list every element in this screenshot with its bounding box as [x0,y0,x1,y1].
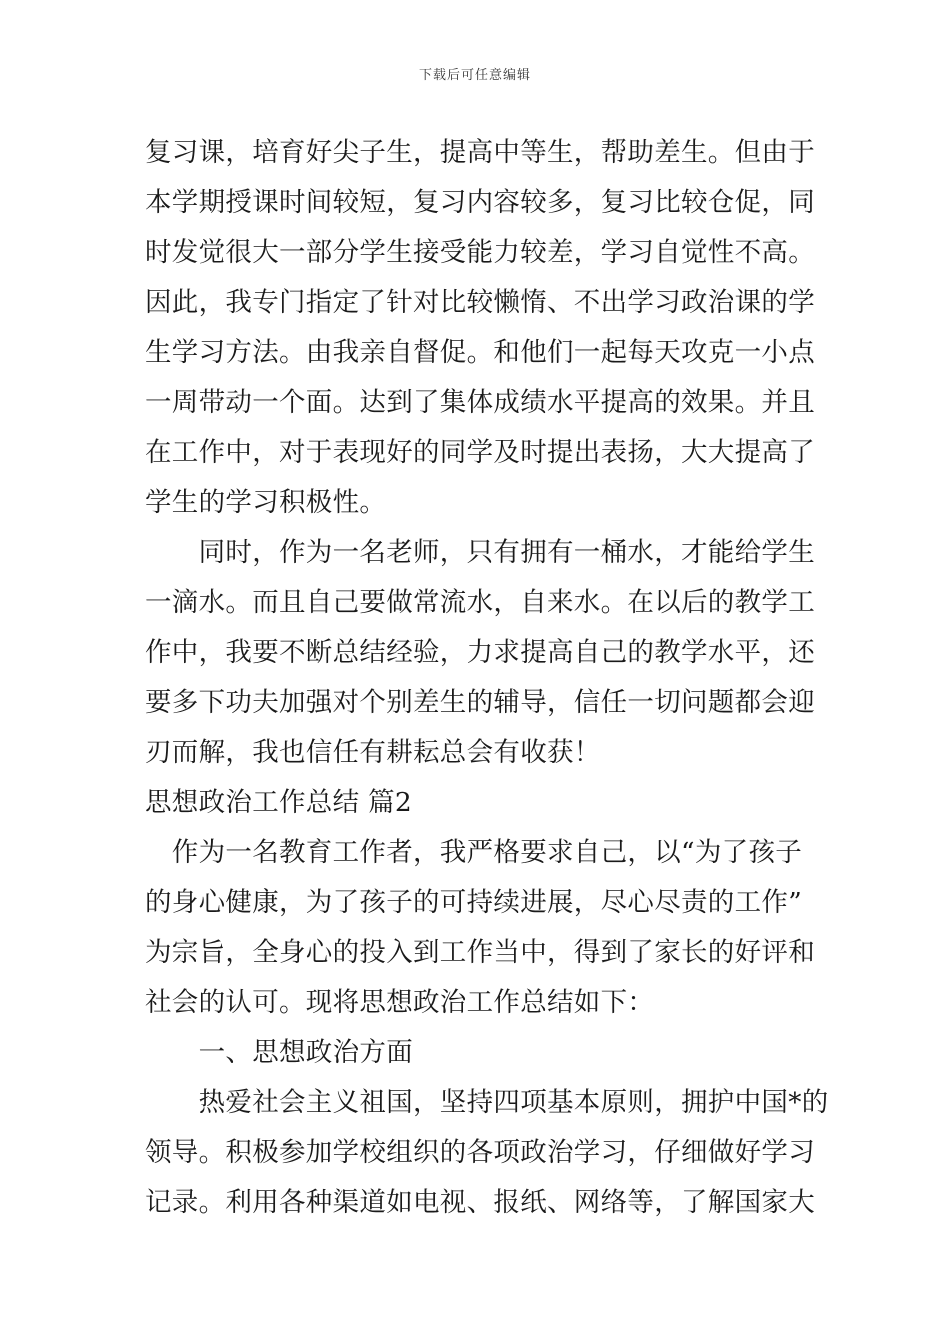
text-line: 的身心健康，为了孩子的可持续进展，尽心尽责的工作” [145,887,803,918]
text-line: 为宗旨，全身心的投入到工作当中，得到了家长的好评和 [145,937,815,968]
text-line: 复习课，培育好尖子生，提高中等生，帮助差生。但由于 [145,137,815,168]
subsection-heading: 一、思想政治方面 [145,1037,413,1068]
text-line: 学生的学习积极性。 [145,487,387,518]
text-line: 要多下功夫加强对个别差生的辅导，信任一切问题都会迎 [145,687,815,718]
text-line: 领导。积极参加学校组织的各项政治学习，仔细做好学习 [145,1137,815,1168]
text-line: 一滴水。而且自己要做常流水，自来水。在以后的教学工 [145,587,815,618]
document-body [145,128,829,1228]
text-line: 刃而解，我也信任有耕耘总会有收获！ [145,737,601,768]
text-line: 因此，我专门指定了针对比较懒惰、不出学习政治课的学 [145,287,815,318]
text-line: 在工作中，对于表现好的同学及时提出表扬，大大提高了 [145,437,815,468]
text-line: 热爱社会主义祖国，坚持四项基本原则，拥护中国*的 [145,1087,829,1118]
section-heading: 思想政治工作总结 篇2 [145,787,413,818]
text-line: 记录。利用各种渠道如电视、报纸、网络等，了解国家大 [145,1187,815,1218]
text-line: 一周带动一个面。达到了集体成绩水平提高的效果。并且 [145,387,815,418]
text-line: 作中，我要不断总结经验，力求提高自己的教学水平，还 [145,637,815,668]
text-line: 社会的认可。现将思想政治工作总结如下： [145,987,655,1018]
text-line: 本学期授课时间较短，复习内容较多，复习比较仓促，同 [145,187,815,218]
text-line: 作为一名教育工作者，我严格要求自己，以“为了孩子 [145,837,803,868]
page-header: 下载后可任意编辑 [418,68,531,83]
text-line: 生学习方法。由我亲自督促。和他们一起每天攻克一小点 [145,337,815,368]
text-line: 同时，作为一名老师，只有拥有一桶水，才能给学生 [145,537,815,568]
text-line: 时发觉很大一部分学生接受能力较差，学习自觉性不高。 [145,237,815,268]
